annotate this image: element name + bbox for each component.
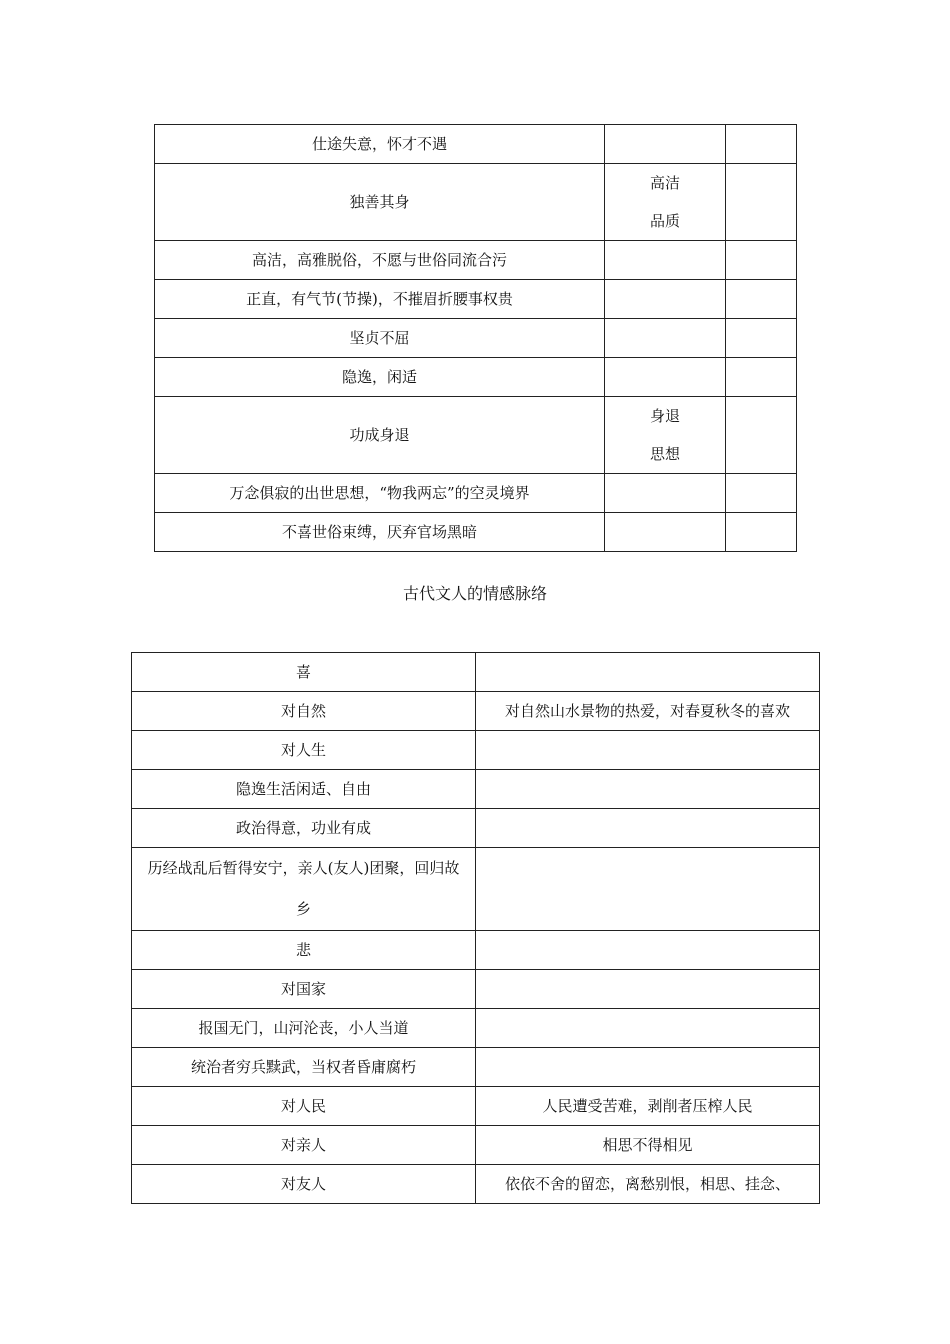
table-cell: 喜 — [132, 653, 476, 692]
table-cell — [476, 653, 820, 692]
table-cell: 历经战乱后暂得安宁，亲人(友人)团聚，回归故乡 — [132, 848, 476, 931]
table-row — [155, 474, 797, 513]
table-cell: 隐逸，闲适 — [155, 358, 605, 397]
table-cell — [726, 397, 797, 474]
table-row — [132, 731, 820, 770]
table-row — [132, 1126, 820, 1165]
table-row — [132, 653, 820, 692]
cell-line: 身退 — [649, 407, 680, 425]
table-cell — [605, 164, 726, 241]
table-row — [132, 1048, 820, 1087]
table-cell — [605, 474, 726, 513]
table-cell: 正直，有气节(节操)，不摧眉折腰事权贵 — [155, 280, 605, 319]
table-cell — [605, 513, 726, 552]
table-cell: 对人民 — [132, 1087, 476, 1126]
table-row — [132, 1087, 820, 1126]
table-row — [155, 164, 797, 241]
table-cell — [476, 1048, 820, 1087]
table-cell: 不喜世俗束缚，厌弃官场黑暗 — [155, 513, 605, 552]
table-cell: 政治得意，功业有成 — [132, 809, 476, 848]
table-row — [155, 319, 797, 358]
table-cell: 坚贞不屈 — [155, 319, 605, 358]
table-cell: 人民遭受苦难，剥削者压榨人民 — [476, 1087, 820, 1126]
table-row — [132, 1165, 820, 1204]
table-cell: 统治者穷兵黩武，当权者昏庸腐朽 — [132, 1048, 476, 1087]
table-cell — [476, 970, 820, 1009]
table-row — [132, 1009, 820, 1048]
table-cell: 对人生 — [132, 731, 476, 770]
table-cell — [476, 931, 820, 970]
table-row — [155, 280, 797, 319]
table-cell — [726, 125, 797, 164]
table-cell — [726, 474, 797, 513]
table-cell — [605, 280, 726, 319]
table-cell — [726, 241, 797, 280]
table-cell — [726, 280, 797, 319]
section-heading: 古代文人的情感脉络 — [402, 584, 547, 603]
table-cell: 仕途失意，怀才不遇 — [155, 125, 605, 164]
table-cell — [605, 397, 726, 474]
table-cell: 相思不得相见 — [476, 1126, 820, 1165]
table-cell — [476, 1009, 820, 1048]
table-row — [155, 358, 797, 397]
table-cell — [726, 513, 797, 552]
table-row — [155, 125, 797, 164]
table-cell: 对自然山水景物的热爱，对春夏秋冬的喜欢 — [476, 692, 820, 731]
table-cell: 依依不舍的留恋，离愁别恨，相思、挂念、 — [476, 1165, 820, 1204]
table-row — [132, 809, 820, 848]
table-row — [132, 970, 820, 1009]
table-cell: 对亲人 — [132, 1126, 476, 1165]
table-cell — [605, 241, 726, 280]
table-row — [132, 848, 820, 931]
table-cell: 功成身退 — [155, 397, 605, 474]
table-cell: 报国无门，山河沦丧，小人当道 — [132, 1009, 476, 1048]
table-cell: 高洁，高雅脱俗，不愿与世俗同流合污 — [155, 241, 605, 280]
table-row — [155, 513, 797, 552]
table-cell: 对自然 — [132, 692, 476, 731]
table-row — [132, 770, 820, 809]
table-row — [155, 397, 797, 474]
table-cell — [605, 358, 726, 397]
table-row — [155, 241, 797, 280]
table-row — [132, 692, 820, 731]
table-cell: 悲 — [132, 931, 476, 970]
cell-line: 品质 — [649, 212, 680, 230]
table-cell — [726, 164, 797, 241]
cell-line: 高洁 — [649, 174, 680, 192]
table-cell: 隐逸生活闲适、自由 — [132, 770, 476, 809]
table-cell — [726, 319, 797, 358]
table-cell: 对友人 — [132, 1165, 476, 1204]
table-cell: 对国家 — [132, 970, 476, 1009]
table-cell — [605, 319, 726, 358]
table-cell — [476, 809, 820, 848]
table-cell — [476, 731, 820, 770]
table-row — [132, 931, 820, 970]
table-cell — [476, 770, 820, 809]
table-personality — [154, 124, 797, 552]
table-cell — [476, 848, 820, 931]
table-cell — [605, 125, 726, 164]
table-emotions — [131, 652, 820, 1204]
table-cell: 万念俱寂的出世思想，“物我两忘”的空灵境界 — [155, 474, 605, 513]
table-cell — [726, 358, 797, 397]
cell-line: 思想 — [649, 445, 680, 463]
table-cell: 独善其身 — [155, 164, 605, 241]
